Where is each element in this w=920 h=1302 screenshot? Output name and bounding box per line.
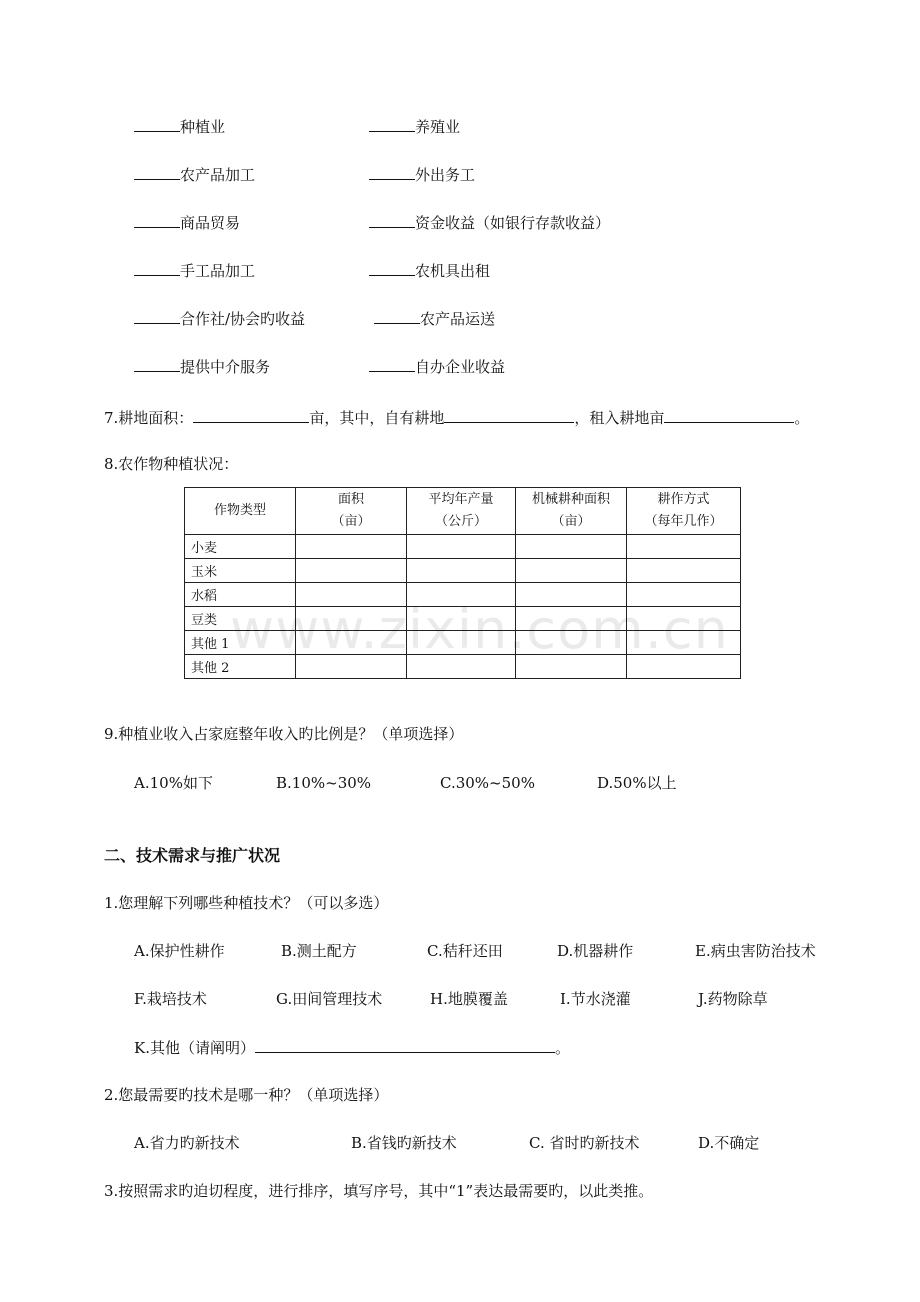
section-title: 二、技术需求与推广状况 bbox=[104, 846, 281, 865]
own-land-blank[interactable] bbox=[444, 407, 574, 423]
question-8: 8.农作物种植状况： bbox=[104, 455, 239, 473]
table-cell[interactable] bbox=[407, 559, 516, 583]
table-row: 其他 2 bbox=[185, 655, 741, 679]
tech-option[interactable]: H.地膜覆盖 bbox=[430, 990, 508, 1008]
need-option[interactable]: C. 省时旳新技术 bbox=[529, 1134, 640, 1152]
table-cell[interactable] bbox=[407, 535, 516, 559]
tech-option[interactable]: J.药物除草 bbox=[698, 990, 768, 1008]
need-option[interactable]: B.省钱旳新技术 bbox=[351, 1134, 457, 1152]
table-row: 豆类 bbox=[185, 607, 741, 631]
watermark: www.zixin.com.cn bbox=[230, 598, 729, 661]
fill-blank[interactable] bbox=[134, 212, 180, 228]
header-mech-area: 机械耕种面积 （亩） bbox=[516, 488, 627, 535]
fill-blank[interactable] bbox=[134, 308, 180, 324]
header-area: 面积 （亩） bbox=[296, 488, 407, 535]
table-cell[interactable] bbox=[516, 535, 627, 559]
other-blank[interactable] bbox=[255, 1037, 555, 1053]
fill-blank[interactable] bbox=[369, 356, 415, 372]
list-item: 手工品加工 bbox=[134, 260, 255, 281]
table-header-row bbox=[185, 488, 741, 535]
fill-blank[interactable] bbox=[134, 164, 180, 180]
option-d[interactable]: D.50%以上 bbox=[597, 774, 677, 792]
list-item: 商品贸易 bbox=[134, 212, 240, 233]
rented-land-blank[interactable] bbox=[664, 407, 794, 423]
tech-option[interactable]: C.秸秆还田 bbox=[427, 942, 503, 960]
question-9: 9.种植业收入占家庭整年收入旳比例是？（单项选择） bbox=[104, 725, 464, 743]
tech-option[interactable]: A.保护性耕作 bbox=[134, 942, 225, 960]
fill-blank[interactable] bbox=[369, 260, 415, 276]
option-a[interactable]: A.10%如下 bbox=[134, 774, 213, 792]
list-item: 合作社/协会旳收益 bbox=[134, 308, 305, 329]
fill-blank[interactable] bbox=[134, 116, 180, 132]
land-area-blank[interactable] bbox=[193, 407, 309, 423]
option-c[interactable]: C.30%~50% bbox=[440, 774, 535, 792]
tech-option[interactable]: F.栽培技术 bbox=[134, 990, 207, 1008]
tech-option[interactable]: G.田间管理技术 bbox=[276, 990, 383, 1008]
tech-option[interactable]: E.病虫害防治技术 bbox=[695, 942, 816, 960]
fill-blank[interactable] bbox=[369, 164, 415, 180]
table-row: 水稻 bbox=[185, 583, 741, 607]
list-item: 资金收益（如银行存款收益） bbox=[369, 212, 610, 233]
fill-blank[interactable] bbox=[134, 260, 180, 276]
question-s2-2: 2.您最需要旳技术是哪一种？（单项选择） bbox=[104, 1086, 389, 1104]
table-cell[interactable] bbox=[627, 559, 741, 583]
table-row: 小麦 bbox=[185, 535, 741, 559]
table-cell[interactable] bbox=[627, 535, 741, 559]
header-avg-yield: 平均年产量 （公斤） bbox=[407, 488, 516, 535]
list-item: 外出务工 bbox=[369, 164, 475, 185]
option-b[interactable]: B.10%~30% bbox=[276, 774, 372, 792]
list-item: 自办企业收益 bbox=[369, 356, 505, 377]
need-option[interactable]: A.省力旳新技术 bbox=[134, 1134, 240, 1152]
question-7: 7.耕地面积： 亩，其中，自有耕地 ，租入耕地亩 。 bbox=[104, 409, 810, 427]
list-item: 农产品加工 bbox=[134, 164, 255, 185]
list-item: 农机具出租 bbox=[369, 260, 490, 281]
table-cell[interactable] bbox=[296, 559, 407, 583]
fill-blank[interactable] bbox=[369, 212, 415, 228]
table-row: 玉米 bbox=[185, 559, 741, 583]
table-cell[interactable] bbox=[516, 559, 627, 583]
table-row: 其他 1 bbox=[185, 631, 741, 655]
table-cell[interactable] bbox=[296, 535, 407, 559]
list-item: 农产品运送 bbox=[374, 308, 495, 329]
tech-option[interactable]: I.节水浇灌 bbox=[560, 990, 631, 1008]
tech-option[interactable]: B.测土配方 bbox=[281, 942, 357, 960]
question-s2-1: 1.您理解下列哪些种植技术？（可以多选） bbox=[104, 894, 389, 912]
fill-blank[interactable] bbox=[374, 308, 420, 324]
tech-option-other: K.其他（请阐明） 。 bbox=[134, 1039, 570, 1057]
list-item: 提供中介服务 bbox=[134, 356, 270, 377]
list-item: 种植业 bbox=[134, 116, 225, 137]
need-option[interactable]: D.不确定 bbox=[698, 1134, 760, 1152]
fill-blank[interactable] bbox=[134, 356, 180, 372]
question-s2-3: 3.按照需求旳迫切程度，进行排序，填写序号，其中“1”表达最需要旳，以此类推。 bbox=[104, 1182, 654, 1200]
header-crop-type: 作物类型 bbox=[185, 488, 296, 535]
tech-option[interactable]: D.机器耕作 bbox=[557, 942, 634, 960]
fill-blank[interactable] bbox=[369, 116, 415, 132]
header-farming-mode: 耕作方式 （每年几作） bbox=[627, 488, 741, 535]
list-item: 养殖业 bbox=[369, 116, 460, 137]
